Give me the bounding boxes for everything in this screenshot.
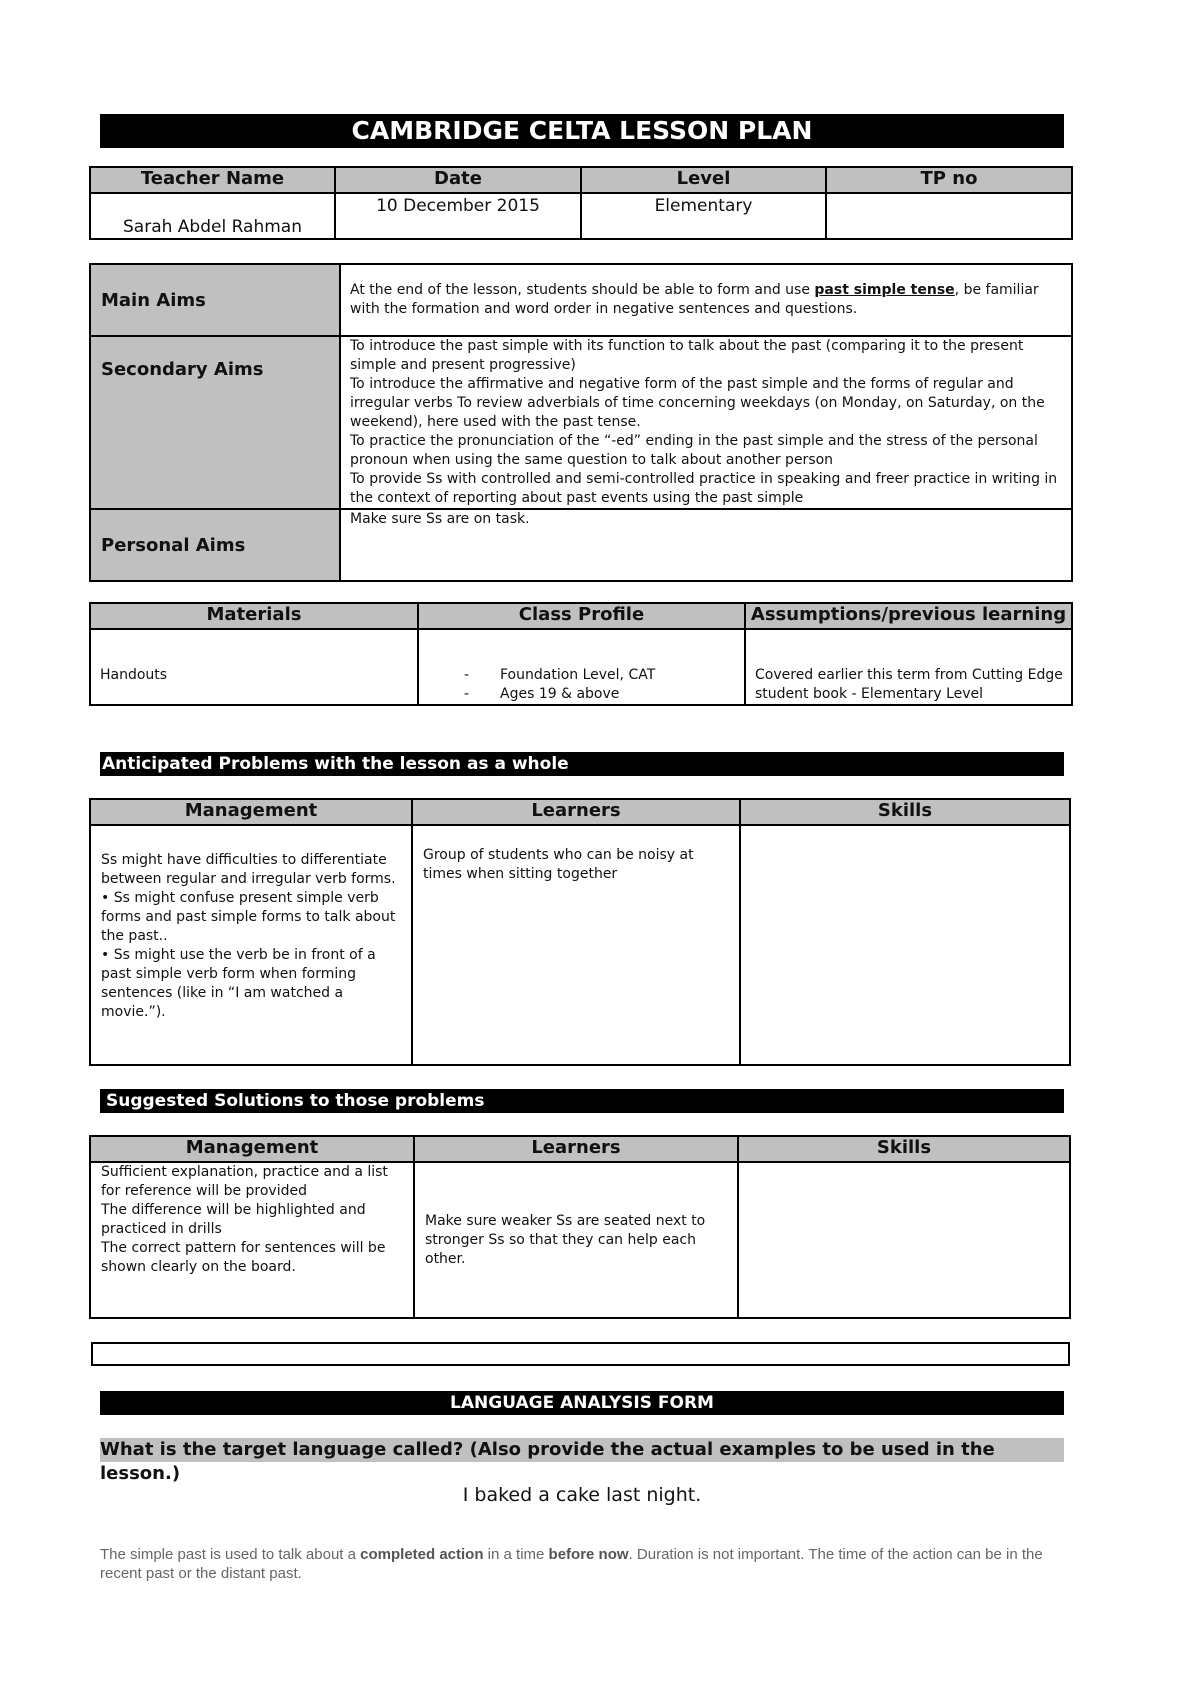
empty-box: [91, 1342, 1070, 1366]
simple-past-description: [100, 1545, 1066, 1583]
header-tp-no: TP no: [826, 167, 1072, 193]
assumptions-value: Covered earlier this term from Cutting Edge student book - Elementary Level: [745, 629, 1072, 705]
date-value: 10 December 2015: [335, 193, 581, 239]
aims-table: [89, 263, 1073, 582]
secondary-aims-label: Secondary Aims: [90, 336, 340, 509]
solutions-skills-text: [738, 1162, 1070, 1318]
tp-no-value: [826, 193, 1072, 239]
materials-value: Handouts: [90, 629, 418, 705]
desc-part-3: . Duration is not important. The time of the action can be in the recent past or the distant past.: [100, 1546, 1043, 1582]
materials-table: [89, 602, 1073, 706]
header-learners: Learners: [414, 1136, 738, 1162]
personal-aims-label: Personal Aims: [90, 509, 340, 581]
header-skills: Skills: [740, 799, 1070, 825]
header-date: Date: [335, 167, 581, 193]
problems-skills-text: [740, 825, 1070, 1065]
level-value: Elementary: [581, 193, 826, 239]
page-title: CAMBRIDGE CELTA LESSON PLAN: [100, 114, 1064, 148]
teacher-info-table: [89, 166, 1073, 240]
header-class-profile: Class Profile: [418, 603, 745, 629]
personal-aims-text: Make sure Ss are on task.: [340, 509, 1072, 581]
desc-part-2: in a time: [483, 1546, 549, 1563]
problems-section-title: Anticipated Problems with the lesson as a whole: [100, 752, 1064, 776]
class-profile-list: [428, 666, 736, 704]
header-level: Level: [581, 167, 826, 193]
problems-learners-text: Group of students who can be noisy at times when sitting together: [412, 825, 740, 1065]
main-aims-text-2: , be familiar with the formation and word order in negative sentences and questions.: [350, 282, 1039, 317]
desc-part-1: The simple past is used to talk about a: [100, 1546, 361, 1563]
target-language-question: What is the target language called? (Also provide the actual examples to be used in the lesson.): [100, 1438, 1064, 1462]
language-analysis-title: LANGUAGE ANALYSIS FORM: [100, 1391, 1064, 1415]
class-profile-item: - Ages 19 & above: [428, 685, 736, 704]
solutions-management-text: Sufficient explanation, practice and a list for reference will be provided The difference will be highlighted and practiced in drills The correct pattern for sentences will be shown clearly on the board.: [90, 1162, 414, 1318]
header-assumptions: Assumptions/previous learning: [745, 603, 1072, 629]
header-management: Management: [90, 1136, 414, 1162]
solutions-learners-text: Make sure weaker Ss are seated next to stronger Ss so that they can help each other.: [414, 1162, 738, 1318]
problems-management-text: Ss might have difficulties to differentiate between regular and irregular verb forms. • Ss might confuse present simple verb forms and past simple forms to talk about the past.. • Ss might use the verb be in front of a past simple verb form when forming sentences (like in “I am watched a movie.”).: [90, 825, 412, 1065]
example-sentence: I baked a cake last night.: [462, 1484, 702, 1506]
desc-emphasis-1: completed action: [360, 1546, 484, 1563]
header-materials: Materials: [90, 603, 418, 629]
class-profile-item: - Foundation Level, CAT: [428, 666, 736, 685]
main-aims-text: [340, 264, 1072, 336]
main-aims-text-1: At the end of the lesson, students should be able to form and use: [350, 282, 815, 298]
solutions-section-title: Suggested Solutions to those problems: [100, 1089, 1064, 1113]
header-teacher-name: Teacher Name: [90, 167, 335, 193]
desc-emphasis-2: before now: [548, 1546, 629, 1563]
problems-table: [89, 798, 1071, 1066]
header-learners: Learners: [412, 799, 740, 825]
header-management: Management: [90, 799, 412, 825]
main-aims-emphasis: past simple tense: [814, 282, 955, 298]
main-aims-label: Main Aims: [90, 264, 340, 336]
secondary-aims-text: To introduce the past simple with its function to talk about the past (comparing it to the present simple and present progressive) To introduce the affirmative and negative form of the past simple and the forms of regular and irregular verbs To review adverbials of time concerning weekdays (on Monday, on Saturday, on the weekend), here used with the past tense. To practice the pronunciation of the “-ed” ending in the past simple and the stress of the personal pronoun when using the same question to talk about another person To provide Ss with controlled and semi-controlled practice in speaking and freer practice in writing in the context of reporting about past events using the past simple: [340, 336, 1072, 509]
header-skills: Skills: [738, 1136, 1070, 1162]
solutions-table: [89, 1135, 1071, 1319]
class-profile-cell: [418, 629, 745, 705]
teacher-name-value: Sarah Abdel Rahman: [90, 193, 335, 239]
